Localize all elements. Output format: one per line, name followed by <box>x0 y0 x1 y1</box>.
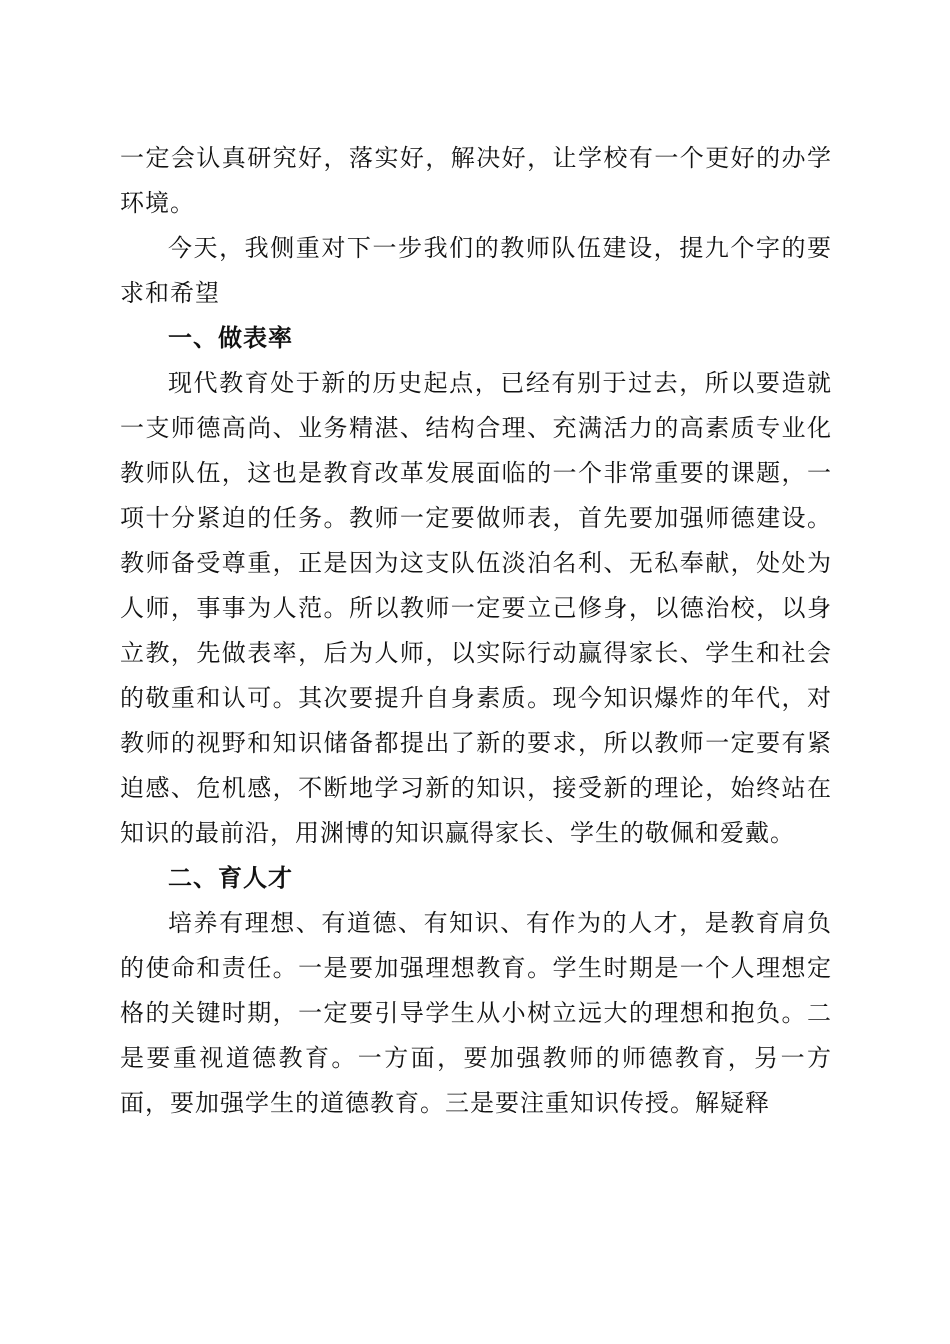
paragraph-section-2: 培养有理想、有道德、有知识、有作为的人才，是教育肩负的使命和责任。一是要加强理想教育。学生时期是一个人理想定格的关键时期，一定要引导学生从小树立远大的理想和抱负。二是要重视道德教育。一方面，要加强教师的师德教育，另一方面，要加强学生的道德教育。三是要注重知识传授。解疑释 <box>120 909 832 1117</box>
document-body <box>120 136 832 1126</box>
paragraph-intro: 今天，我侧重对下一步我们的教师队伍建设，提九个字的要求和希望 <box>120 234 832 307</box>
section-heading-1: 一、做表率 <box>168 324 293 352</box>
section-heading-2: 二、育人才 <box>168 864 293 892</box>
paragraph-continuation: 一定会认真研究好，落实好，解决好，让学校有一个更好的办学环境。 <box>120 144 832 217</box>
paragraph-section-1: 现代教育处于新的历史起点，已经有别于过去，所以要造就一支师德高尚、业务精湛、结构合理、充满活力的高素质专业化教师队伍，这也是教育改革发展面临的一个非常重要的课题，一项十分紧迫的任务。教师一定要做师表，首先要加强师德建设。教师备受尊重，正是因为这支队伍淡泊名利、无私奉献，处处为人师，事事为人范。所以教师一定要立己修身，以德治校，以身立教，先做表率，后为人师，以实际行动赢得家长、学生和社会的敬重和认可。其次要提升自身素质。现今知识爆炸的年代，对教师的视野和知识储备都提出了新的要求，所以教师一定要有紧迫感、危机感，不断地学习新的知识，接受新的理论，始终站在知识的最前沿，用渊博的知识赢得家长、学生的敬佩和爱戴。 <box>120 369 832 847</box>
